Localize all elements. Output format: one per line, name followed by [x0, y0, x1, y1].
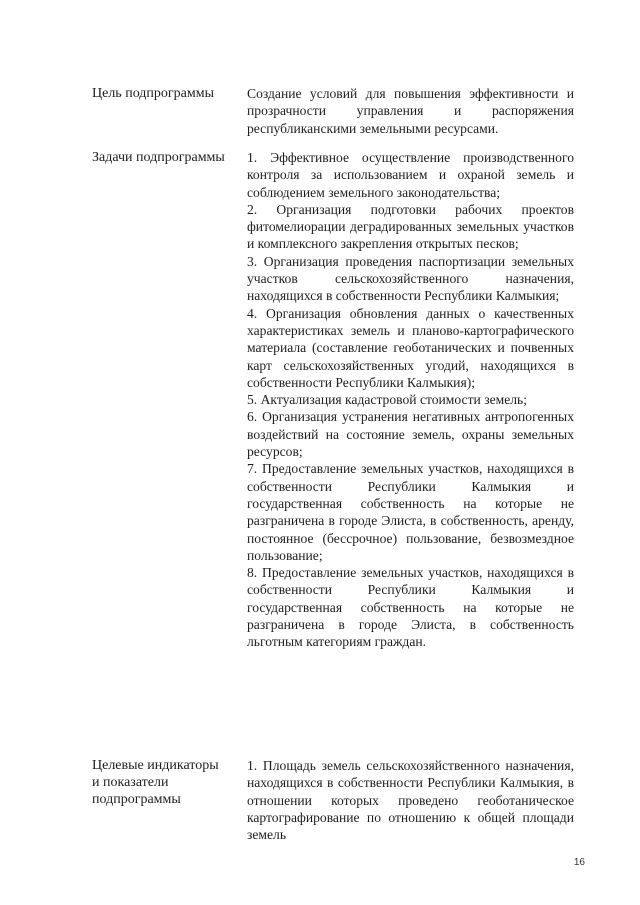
goal-label: Цель подпрограммы [92, 86, 214, 101]
tasks-label: Задачи подпрограммы [92, 150, 225, 165]
indicators-row [92, 757, 582, 843]
task-item: 4. Организация обновления данных о качественных характеристиках земель и планово-картографического материала (составление геоботанических и почвенных карт сельскохозяйственных угодий, находящихся в собственности Республики Калмыкия); [247, 305, 574, 390]
task-item: 2. Организация подготовки рабочих проектов фитомелиорации деградированных земельных участков и комплексного закрепления открытых песков; [247, 201, 574, 252]
goal-content [247, 85, 574, 137]
indicators-label-line: Целевые индикаторы [92, 758, 219, 773]
task-item: 7. Предоставление земельных участков, находящихся в собственности Республики Калмыкия и государственная собственность на которые не разграничена в городе Элиста, в собственность, аренду, постоянное (бессрочное) пользование, безвозмездное пользование; [247, 461, 574, 563]
indicators-label-line: подпрограммы [92, 792, 181, 807]
task-item: 8. Предоставление земельных участков, находящихся в собственности Республики Калмыкия и государственная собственность на которые не разграничена в городе Элиста, в собственность льготным категориям граждан. [247, 565, 574, 650]
task-item: 5. Актуализация кадастровой стоимости земель; [247, 392, 527, 408]
indicators-label [92, 757, 247, 843]
goal-row [92, 85, 582, 137]
page-number: 16 [573, 857, 585, 868]
indicators-content [247, 757, 574, 843]
indicators-label-line: и показатели [92, 775, 169, 790]
task-item: 1. Эффективное осуществление производственного контроля за использованием и охраной земель и соблюдением земельного законодательства; [247, 150, 574, 200]
indicators-text: 1. Площадь земель сельскохозяйственного назначения, находящихся в собственности Республики Калмыкия, в отношении которых проведено геоботаническое картографирование по отношению к общей площади земель [247, 758, 574, 843]
task-item: 6. Организация устранения негативных антропогенных воздействий на состояние земель, охраны земельных ресурсов; [247, 409, 574, 460]
tasks-list [247, 149, 574, 651]
goal-text: Создание условий для повышения эффективности и прозрачности управления и распоряжения республиканскими земельными ресурсами. [247, 86, 574, 136]
task-item: 3. Организация проведения паспортизации земельных участков сельскохозяйственного назначения, находящихся в собственности Республики Калмыкия; [247, 253, 574, 304]
tasks-row [92, 149, 582, 651]
